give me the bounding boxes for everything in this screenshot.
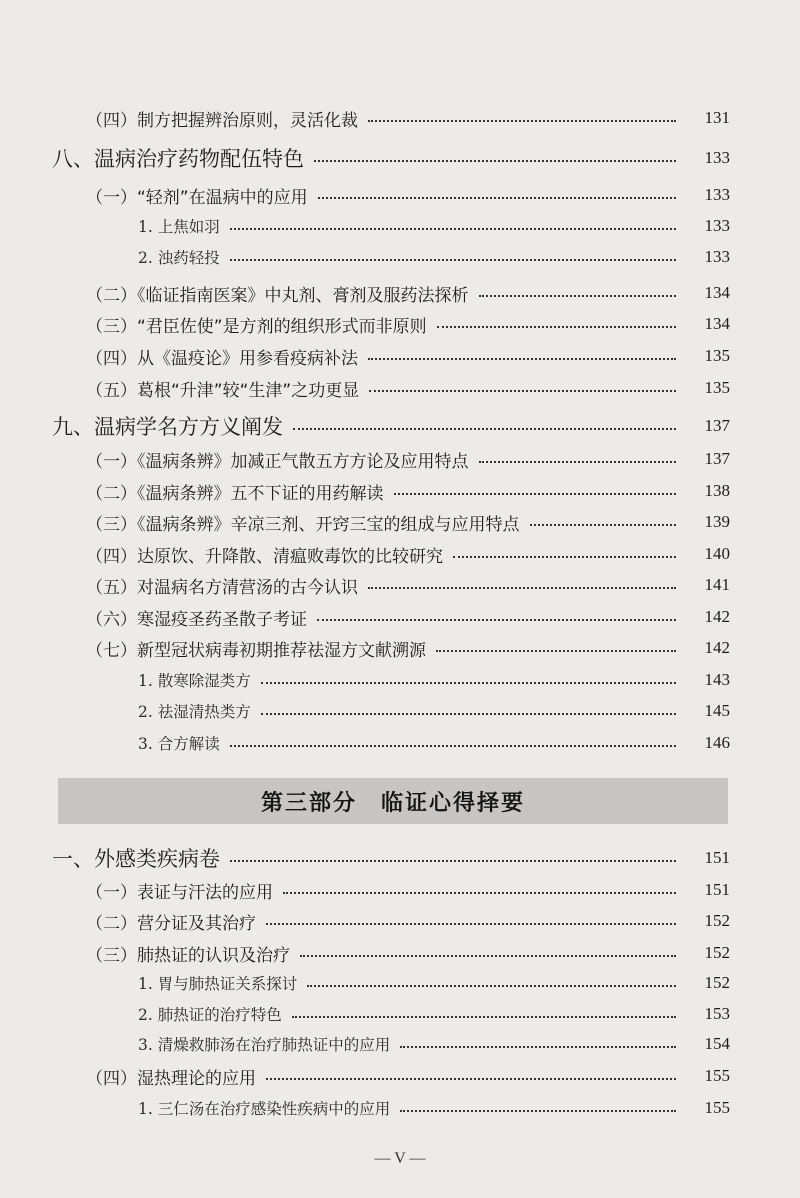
toc-section-entry <box>86 508 730 536</box>
toc-section-entry <box>86 104 730 132</box>
toc-entry-label: 3. 清燥救肺汤在治疗肺热证中的应用 <box>138 1036 391 1054</box>
toc-entry-label: （一）《温病条辨》加减正气散五方方论及应用特点 <box>86 451 469 472</box>
dot-leader <box>230 259 676 261</box>
toc-section-entry <box>86 477 730 505</box>
toc-page-number: 133 <box>704 247 730 266</box>
toc-page-number: 143 <box>704 670 730 689</box>
toc-entry-label: （六）寒湿疫圣药圣散子考证 <box>86 609 307 630</box>
dot-leader <box>266 923 676 925</box>
toc-entry-label: 1. 三仁汤在治疗感染性疾病中的应用 <box>138 1100 391 1118</box>
toc-entry-label: 2. 肺热证的治疗特色 <box>138 1006 282 1024</box>
toc-section-entry <box>86 445 730 473</box>
toc-page-number: 141 <box>704 575 730 594</box>
dot-leader <box>368 587 676 589</box>
toc-subsection-entry <box>138 243 730 271</box>
dot-leader <box>293 428 676 430</box>
toc-page-number: 137 <box>704 416 730 435</box>
toc-section-entry <box>86 540 730 568</box>
dot-leader <box>230 745 676 747</box>
toc-entry-label: （四）湿热理论的应用 <box>86 1068 256 1089</box>
toc-page-number: 142 <box>704 607 730 626</box>
toc-entry-label: （四）达原饮、升降散、清瘟败毒饮的比较研究 <box>86 546 443 567</box>
toc-page-number: 154 <box>704 1034 730 1053</box>
toc-entry-label: （四）从《温疫论》用参看疫病补法 <box>86 348 358 369</box>
toc-page-number: 153 <box>704 1004 730 1023</box>
toc-page-number: 133 <box>704 216 730 235</box>
toc-entry-label: （四）制方把握辨治原则，灵活化裁 <box>86 110 358 131</box>
toc-chapter-entry <box>52 412 730 440</box>
toc-section-entry <box>86 181 730 209</box>
dot-leader <box>479 295 677 297</box>
dot-leader <box>317 619 676 621</box>
toc-section-entry <box>86 279 730 307</box>
toc-section-entry <box>86 876 730 904</box>
dot-leader <box>530 524 677 526</box>
dot-leader <box>453 556 676 558</box>
toc-entry-label: 八、温病治疗药物配伍特色 <box>52 147 304 171</box>
toc-section-entry <box>86 374 730 402</box>
toc-entry-label: （三）肺热证的认识及治疗 <box>86 945 290 966</box>
dot-leader <box>369 390 676 392</box>
toc-entry-label: （五）对温病名方清营汤的古今认识 <box>86 577 358 598</box>
toc-subsection-entry <box>138 212 730 240</box>
toc-page-number: 152 <box>704 973 730 992</box>
toc-subsection-entry <box>138 697 730 725</box>
toc-section-entry <box>86 907 730 935</box>
dot-leader <box>368 120 676 122</box>
toc-page-number: 135 <box>704 378 730 397</box>
toc-page-number: 134 <box>704 314 730 333</box>
toc-entry-label: （一）表证与汗法的应用 <box>86 882 273 903</box>
part-banner <box>58 778 728 824</box>
toc-page-number: 151 <box>704 880 730 899</box>
dot-leader <box>368 358 676 360</box>
toc-section-entry <box>86 342 730 370</box>
toc-page-number: 137 <box>704 449 730 468</box>
dot-leader <box>437 326 676 328</box>
toc-page-number: 152 <box>704 911 730 930</box>
toc-entry-label: （一）“轻剂”在温病中的应用 <box>86 187 308 208</box>
toc-entry-label: 1. 胃与肺热证关系探讨 <box>138 975 298 993</box>
toc-page-number: 140 <box>704 544 730 563</box>
toc-chapter-entry <box>52 144 730 172</box>
toc-entry-label: （二）《临证指南医案》中丸剂、膏剂及服药法探析 <box>86 285 469 306</box>
toc-entry-label: 3. 合方解读 <box>138 735 220 753</box>
toc-section-entry <box>86 1062 730 1090</box>
toc-page-number: 134 <box>704 283 730 302</box>
toc-entry-label: （五）葛根“升津”较“生津”之功更显 <box>86 380 360 401</box>
toc-page-number: 152 <box>704 943 730 962</box>
toc-page-number: 138 <box>704 481 730 500</box>
toc-subsection-entry <box>138 1000 730 1028</box>
toc-entry-label: （二）《温病条辨》五不下证的用药解读 <box>86 483 384 504</box>
dot-leader <box>400 1046 676 1048</box>
dot-leader <box>230 860 676 862</box>
dot-leader <box>314 160 676 162</box>
toc-entry-label: 2. 浊药轻投 <box>138 249 220 267</box>
toc-subsection-entry <box>138 666 730 694</box>
part-title: 第三部分 临证心得择要 <box>260 790 525 816</box>
toc-page-number: 133 <box>704 185 730 204</box>
dot-leader <box>292 1016 676 1018</box>
dot-leader <box>261 682 676 684</box>
toc-section-entry <box>86 603 730 631</box>
toc-section-entry <box>86 571 730 599</box>
toc-chapter-entry <box>52 844 730 872</box>
toc-subsection-entry <box>138 1030 730 1058</box>
dot-leader <box>261 713 676 715</box>
dot-leader <box>436 650 676 652</box>
dot-leader <box>318 197 676 199</box>
dot-leader <box>283 892 676 894</box>
dot-leader <box>300 955 676 957</box>
dot-leader <box>230 228 676 230</box>
toc-page-number: 155 <box>704 1066 730 1085</box>
toc-page-number: 139 <box>704 512 730 531</box>
dot-leader <box>307 985 676 987</box>
toc-subsection-entry <box>138 969 730 997</box>
toc-entry-label: 1. 散寒除湿类方 <box>138 672 251 690</box>
toc-page-number: 155 <box>704 1098 730 1117</box>
toc-entry-label: 九、温病学名方方义阐发 <box>52 415 283 439</box>
toc-entry-label: （二）营分证及其治疗 <box>86 913 256 934</box>
toc-page-number: 151 <box>704 848 730 867</box>
dot-leader <box>394 493 677 495</box>
toc-page-number: 133 <box>704 148 730 167</box>
toc-page-number: 131 <box>704 108 730 127</box>
page-number-footer: — V — <box>374 1150 426 1167</box>
toc-page-number: 145 <box>704 701 730 720</box>
toc-page-number: 146 <box>704 733 730 752</box>
dot-leader <box>400 1110 676 1112</box>
toc-entry-label: （三）《温病条辨》辛凉三剂、开窍三宝的组成与应用特点 <box>86 514 520 535</box>
dot-leader <box>266 1078 676 1080</box>
toc-page-number: 135 <box>704 346 730 365</box>
toc-page-number: 142 <box>704 638 730 657</box>
toc-section-entry <box>86 939 730 967</box>
toc-entry-label: 2. 祛湿清热类方 <box>138 703 251 721</box>
toc-entry-label: 一、外感类疾病卷 <box>52 847 220 871</box>
toc-entry-label: 1. 上焦如羽 <box>138 218 220 236</box>
toc-section-entry <box>86 634 730 662</box>
dot-leader <box>479 461 677 463</box>
toc-subsection-entry <box>138 1094 730 1122</box>
toc-entry-label: （三）“君臣佐使”是方剂的组织形式而非原则 <box>86 316 427 337</box>
toc-entry-label: （七）新型冠状病毒初期推荐祛湿方文献溯源 <box>86 640 426 661</box>
toc-section-entry <box>86 310 730 338</box>
toc-subsection-entry <box>138 729 730 757</box>
